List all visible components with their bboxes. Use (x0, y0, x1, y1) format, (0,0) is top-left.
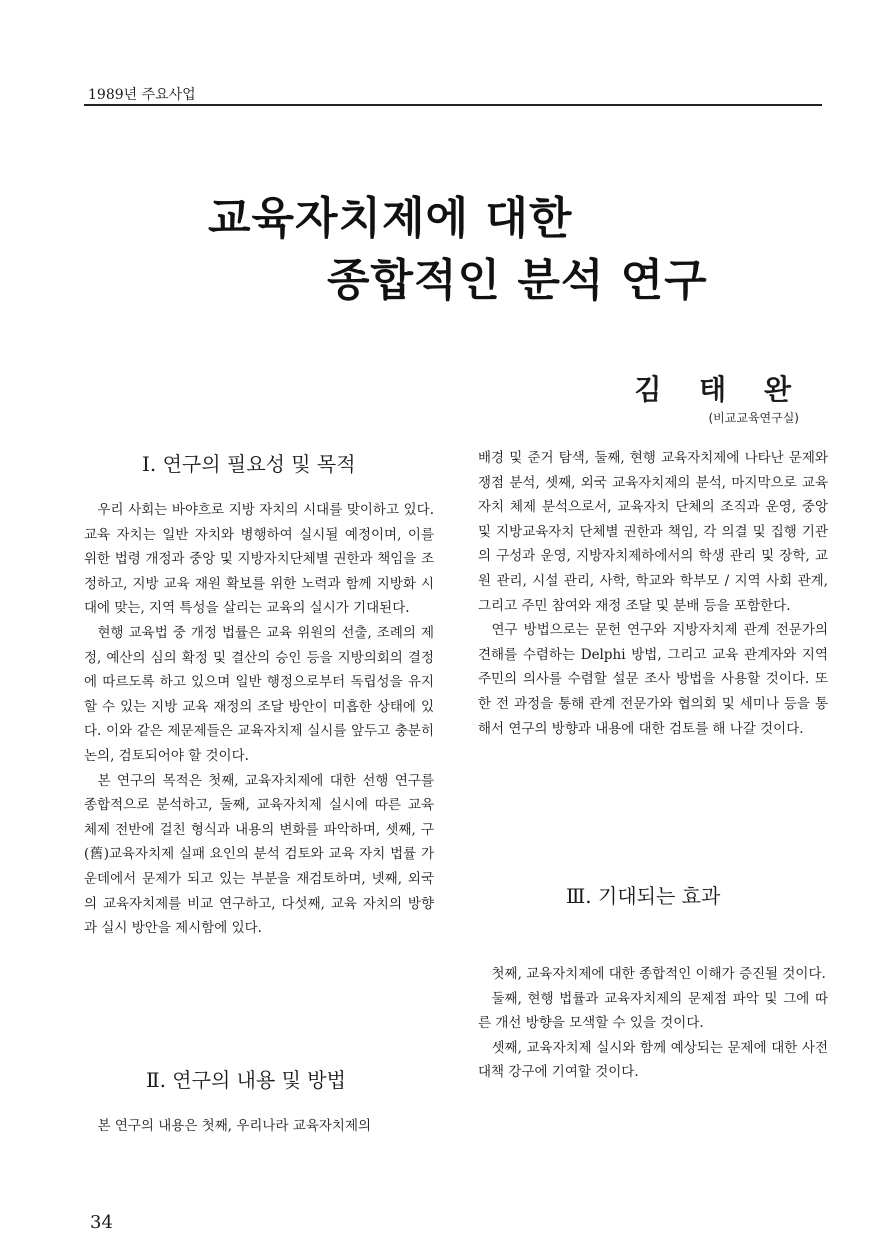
section-3-paragraph: 셋째, 교육자치제 실시와 함께 예상되는 문제에 대한 사전 대책 강구에 기여할 것이다. (478, 1039, 828, 1081)
section-1-paragraph: 현행 교육법 중 개정 법률은 교육 위원의 선출, 조례의 제정, 예산의 심의 확정 및 결산의 승인 등을 지방의회의 결정에 따르도록 하고 있으며 일반 행정으로부터 독립성을 유지할 수 있는 지방 교육 재정의 조달 방안이 미흡한 상태에 있다. 이와 같은 제문제들은 교육자치제 실시를 앞두고 충분히 논의, 검토되어야 할 것이다. (84, 624, 434, 764)
author-name: 김 태 완 (634, 373, 805, 406)
section-2-left-body (84, 1114, 434, 1139)
running-header: 1989년 주요사업 (88, 87, 196, 103)
section-2-heading: Ⅱ. 연구의 내용 및 방법 (146, 1068, 346, 1092)
page-number: 34 (90, 1212, 113, 1233)
section-2-right-body (478, 446, 828, 741)
section-3-body (478, 962, 828, 1085)
section-1-paragraph: 본 연구의 목적은 첫째, 교육자치제에 대한 선행 연구를 종합적으로 분석하고, 둘째, 교육자치제 실시에 따른 교육 체제 전반에 걸친 형식과 내용의 변화를 파악하며, 셋째, 구(舊)교육자치제 실패 요인의 분석 검토와 교육 자치 법률 가운데에서 문제가 되고 있는 부분을 재검토하며, 넷째, 외국의 교육자치제를 비교 연구하고, 다섯째, 교육 자치의 방향과 실시 방안을 제시함에 있다. (84, 772, 434, 937)
section-3-paragraph: 첫째, 교육자치제에 대한 종합적인 이해가 증진될 것이다. (491, 966, 826, 982)
section-2-paragraph: 본 연구의 내용은 첫째, 우리나라 교육자치제의 (97, 1118, 372, 1134)
section-2-paragraph: 배경 및 준거 탐색, 둘째, 현행 교육자치제에 나타난 문제와 쟁점 분석, 셋째, 외국 교육자치제의 분석, 마지막으로 교육 자치 체제 분석으로서, 교육자치 단체의 조직과 운영, 중앙 및 지방교육자치 단체별 권한과 책임, 각 의결 및 집행 기관의 구성과 운영, 지방자치제하에서의 학생 관리 및 장학, 교원 관리, 시설 관리, 사학, 학교와 학부모 / 지역 사회 관계, 그리고 주민 참여와 재정 조달 및 분배 등을 포함한다. (478, 450, 828, 614)
title-line-1: 교육자치제에 대한 (208, 193, 573, 244)
title-line-2: 종합적인 분석 연구 (327, 255, 708, 306)
section-3-paragraph: 둘째, 현행 법률과 교육자치제의 문제점 파악 및 그에 따른 개선 방향을 모색할 수 있을 것이다. (478, 990, 828, 1032)
section-2-paragraph: 연구 방법으로는 문헌 연구와 지방자치제 관계 전문가의 견해를 수렴하는 Delphi 방법, 그리고 교육 관계자와 지역 주민의 의사를 수렴할 설문 조사 방법을 사용할 것이다. 또한 전 과정을 통해 관계 전문가와 협의회 및 세미나 등을 통해서 연구의 방향과 내용에 대한 검토를 해 나갈 것이다. (478, 622, 828, 737)
section-3-heading: Ⅲ. 기대되는 효과 (566, 884, 721, 908)
author-affiliation: (비교교육연구실) (708, 411, 799, 425)
section-1-paragraph: 우리 사회는 바야흐로 지방 자치의 시대를 맞이하고 있다. 교육 자치는 일반 자치와 병행하여 실시될 예정이며, 이를 위한 법령 개정과 중앙 및 지방자치단체별 권한과 책임을 조정하고, 지방 교육 재원 확보를 위한 노력과 함께 지방화 시대에 맞는, 지역 특성을 살리는 교육의 실시가 기대된다. (84, 502, 434, 617)
section-1-body (84, 498, 434, 941)
section-1-heading: Ⅰ. 연구의 필요성 및 목적 (142, 452, 356, 476)
header-rule (84, 104, 822, 106)
